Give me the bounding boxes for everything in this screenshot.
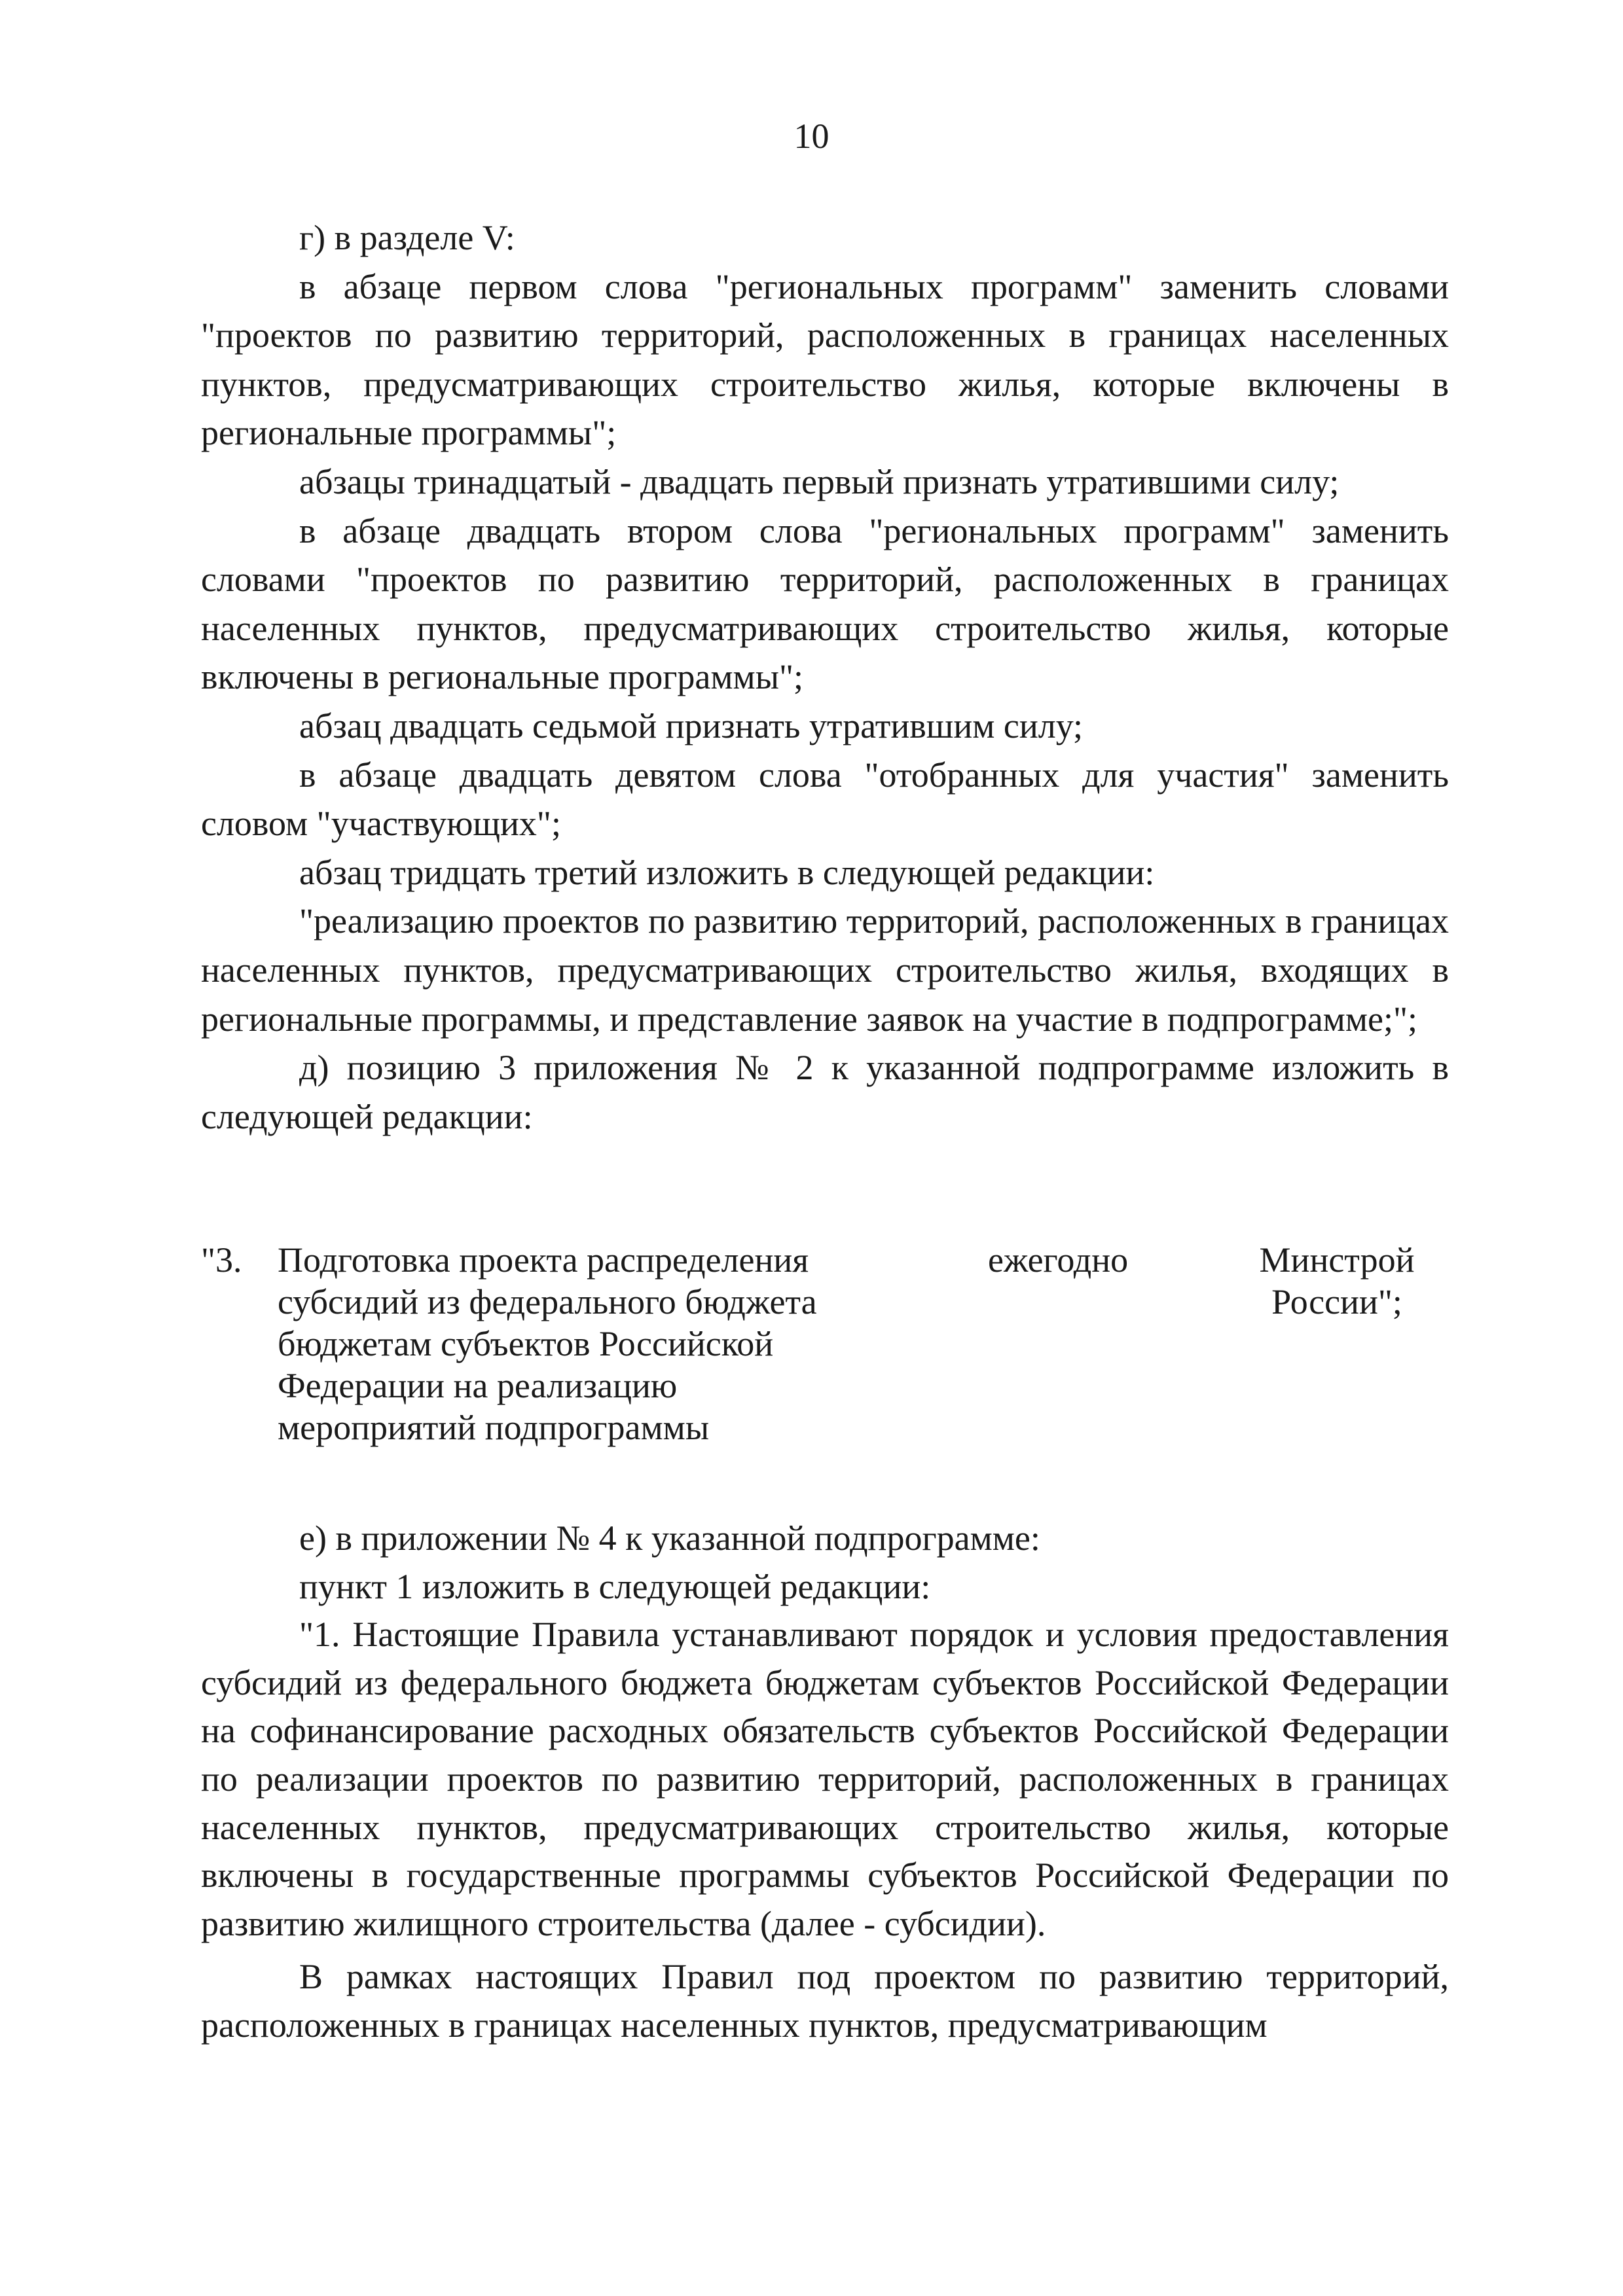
paragraph-section-g: г) в разделе V: [299, 218, 515, 257]
paragraph-punkt-1: пункт 1 изложить в следующей редакции: [299, 1566, 931, 1606]
paragraph-realizaciyu: "реализацию проектов по развитию территорий, расположенных в границах населенных пунктов, предусматривающих строительство жилья, входящих в региональные программы, и представление заявок на участие в подпрограмме;"; [201, 901, 1449, 1039]
table-item-responsible: Минстрой России"; [1259, 1240, 1415, 1321]
page-number: 10 [793, 117, 830, 156]
body-text-bottom [201, 1515, 1449, 2050]
paragraph-abzac-33: абзац тридцать третий изложить в следующей редакции: [299, 852, 1155, 892]
body-text-top [201, 213, 1449, 1141]
paragraph-abzac-13-21: абзацы тринадцатый - двадцать первый признать утратившими силу; [299, 461, 1340, 501]
table-item-position-3 [201, 1239, 1449, 1481]
table-item-number: "3. [201, 1240, 242, 1280]
table-item-period: ежегодно [988, 1240, 1129, 1280]
paragraph-abzac-27: абзац двадцать седьмой признать утратившим силу; [299, 706, 1083, 745]
paragraph-section-e: е) в приложении № 4 к указанной подпрограмме: [299, 1518, 1040, 1558]
paragraph-abzac-22: в абзаце двадцать втором слова "региональных программ" заменить словами "проектов по развитию территорий, расположенных в границах населенных пунктов, предусматривающих строительство жилья, которые включены в региональные программы"; [201, 511, 1449, 697]
paragraph-rules-1: "1. Настоящие Правила устанавливают порядок и условия предоставления субсидий из федерального бюджета бюджетам субъектов Российской Федерации на софинансирование расходных обязательств субъектов Российской Федерации по реализации проектов по развитию территорий, расположенных в границах населенных пунктов, предусматривающих строительство жилья, которые включены в государственные программы субъектов Российской Федерации по развитию жилищного строительства (далее - субсидии). [201, 1615, 1449, 1943]
paragraph-section-d: д) позицию 3 приложения № 2 к указанной подпрограмме изложить в следующей редакции: [201, 1048, 1449, 1136]
table-item-description: Подготовка проекта распределения субсидий из федерального бюджета бюджетам субъектов Российской Федерации на реализацию мероприятий подпрограммы [278, 1240, 817, 1447]
paragraph-abzac-29: в абзаце двадцать девятом слова "отобранных для участия" заменить словом "участвующих"; [201, 755, 1449, 844]
paragraph-rules-definition: В рамках настоящих Правил под проектом по развитию территорий, расположенных в границах населенных пунктов, предусматривающим [201, 1957, 1449, 2045]
paragraph-abzac-1: в абзаце первом слова "региональных программ" заменить словами "проектов по развитию территорий, расположенных в границах населенных пунктов, предусматривающих строительство жилья, которые включены в региональные программы"; [201, 266, 1449, 453]
